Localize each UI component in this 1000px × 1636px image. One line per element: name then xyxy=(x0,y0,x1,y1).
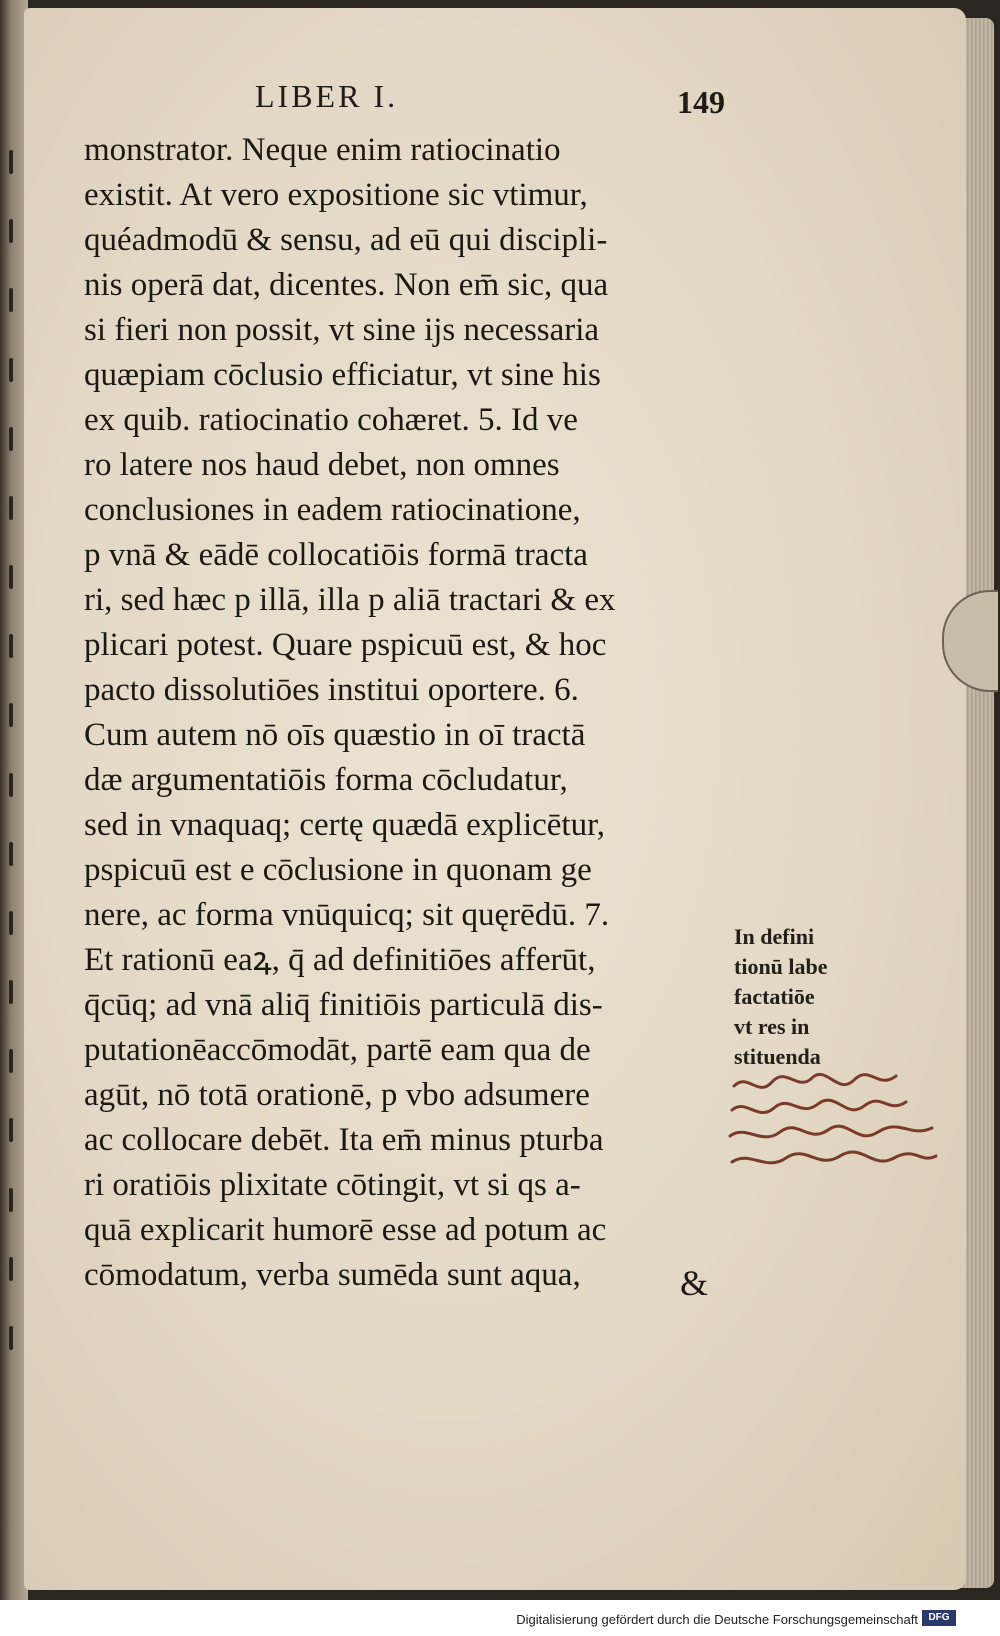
handwriting-stroke xyxy=(734,1074,896,1087)
text-line: p vnā & eādē collocatiōis formā tracta xyxy=(84,537,588,573)
text-line: ac collocare debēt. Ita em̄ minus pturba xyxy=(84,1122,604,1158)
text-line: ri oratiōis plixitate cōtingit, vt si qs a- xyxy=(84,1167,581,1203)
dfg-logo: DFG xyxy=(922,1610,956,1626)
marginal-note-line: stituenda xyxy=(734,1044,821,1069)
text-line: q̄cūq; ad vnā aliq̄ finitiōis particulā dis- xyxy=(84,987,603,1023)
marginal-note-line: vt res in xyxy=(734,1014,810,1039)
page-header xyxy=(255,78,725,120)
footer-credit xyxy=(0,1600,1000,1636)
text-line: putationēaccōmodāt, partē eam qua de xyxy=(84,1032,591,1068)
handwriting-stroke xyxy=(732,1152,936,1163)
digitization-credit: Digitalisierung gefördert durch die Deutsche Forschungsgemeinschaft xyxy=(516,1612,918,1627)
text-line: si fieri non possit, vt sine ijs necessaria xyxy=(84,312,600,348)
text-line: nere, ac forma vnūquicq; sit quęrēdū. 7. xyxy=(84,897,610,933)
text-line: ex quib. ratiocinatio cohæret. 5. Id ve xyxy=(84,402,578,438)
text-line: plicari potest. Quare pspicuū est, & hoc xyxy=(84,627,607,663)
text-line: Et rationū eaꝝ, q̄ ad definitiōes afferūt, xyxy=(84,942,596,978)
text-line: dæ argumentatiōis forma cōcludatur, xyxy=(84,762,568,798)
text-line: Cum autem nō oīs quæstio in oī tractā xyxy=(84,717,586,753)
text-line: agūt, nō totā orationē, p vbo adsumere xyxy=(84,1077,590,1113)
text-line: ri, sed hæc p illā, illa p aliā tractari & ex xyxy=(84,582,616,618)
text-line: existit. At vero expositione sic vtimur, xyxy=(84,177,588,213)
facing-page-text-fragments xyxy=(0,150,22,1350)
text-line: nis operā dat, dicentes. Non em̄ sic, qua xyxy=(84,267,609,303)
handwritten-annotation xyxy=(728,1068,938,1178)
marginal-note-line: factatiōe xyxy=(734,984,815,1009)
handwriting-stroke xyxy=(730,1126,932,1137)
text-line: sed in vnaquaq; certę quædā explicētur, xyxy=(84,807,605,843)
marginal-note-line: In defini xyxy=(734,924,815,949)
text-line: conclusiones in eadem ratiocinatione, xyxy=(84,492,581,528)
text-line: monstrator. Neque enim ratiocinatio xyxy=(84,132,561,168)
body-text xyxy=(84,128,724,1298)
catchword: & xyxy=(680,1263,709,1303)
handwriting-stroke xyxy=(732,1100,906,1112)
text-line: pacto dissolutiōes institui oportere. 6. xyxy=(84,672,579,708)
text-line: quéadmodū & sensu, ad eū qui discipli- xyxy=(84,222,608,258)
text-line: quæpiam cōclusio efficiatur, vt sine his xyxy=(84,357,601,393)
text-line: pspicuū est e cōclusione in quonam ge xyxy=(84,852,592,888)
text-line: ro latere nos haud debet, non omnes xyxy=(84,447,560,483)
running-head: LIBER I. xyxy=(255,78,399,114)
marginal-note-line: tionū labe xyxy=(734,954,828,979)
text-line: quā explicarit humorē esse ad potum ac xyxy=(84,1212,607,1248)
marginal-note xyxy=(734,922,884,1072)
page-number: 149 xyxy=(677,84,725,120)
text-line: cōmodatum, verba sumēda sunt aqua, xyxy=(84,1257,581,1293)
